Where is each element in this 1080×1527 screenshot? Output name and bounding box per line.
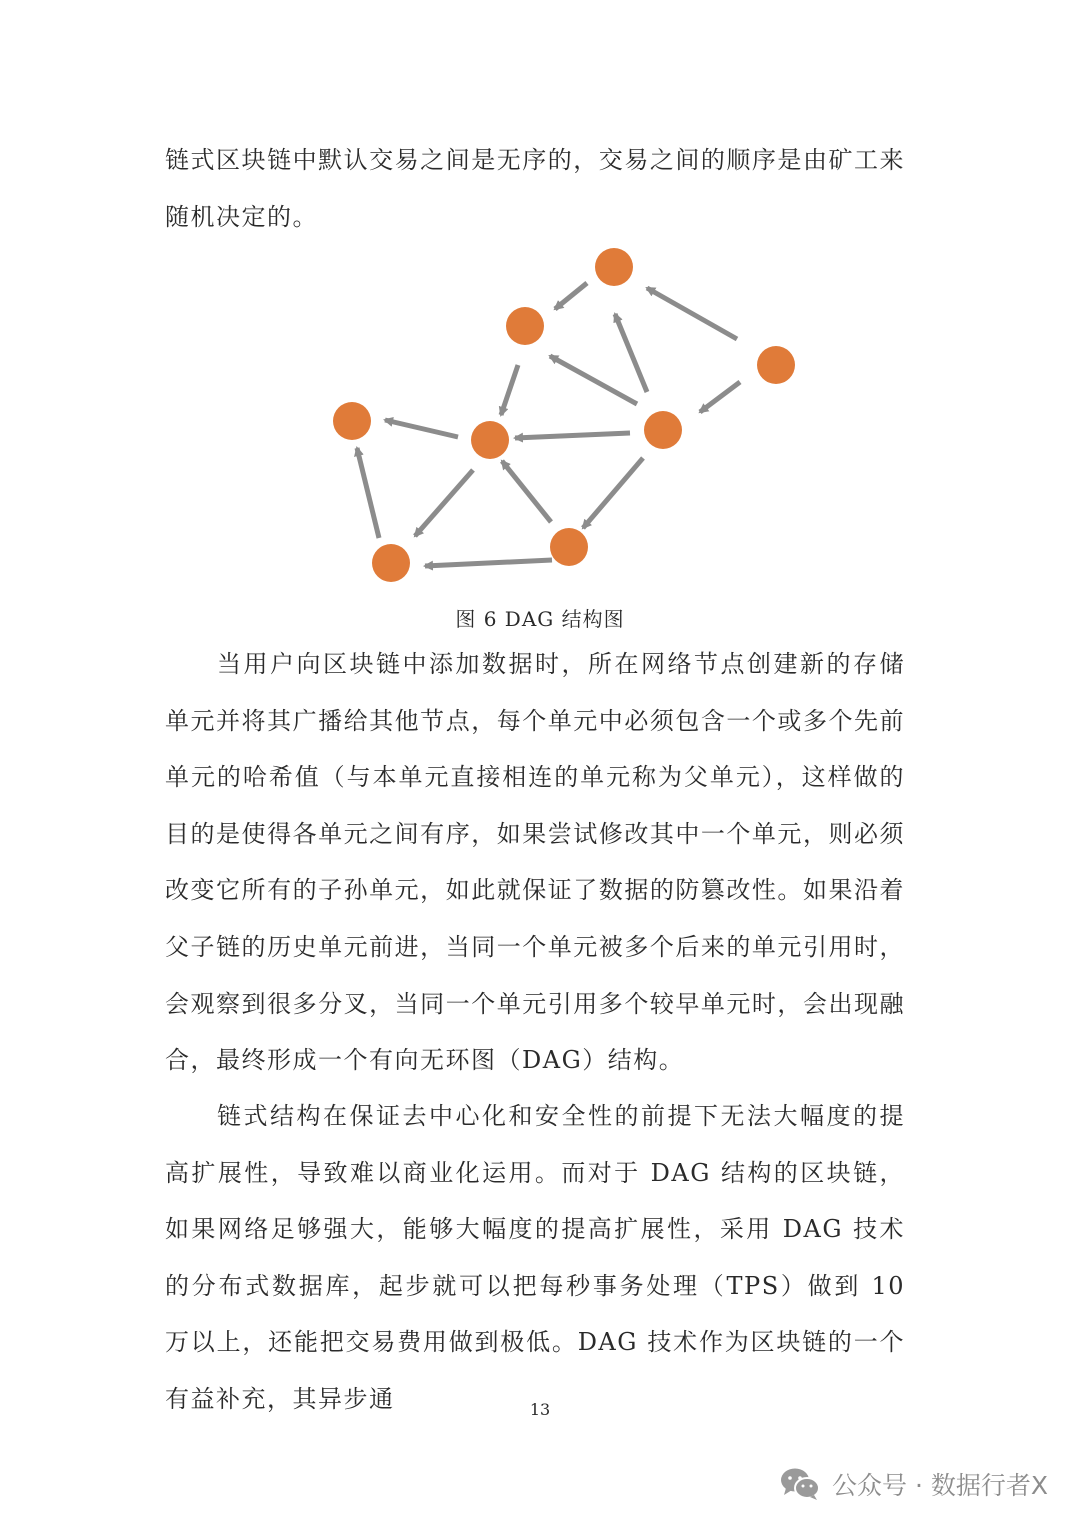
dag-edge [555, 283, 587, 309]
dag-edge [550, 356, 637, 404]
dag-node [372, 544, 410, 582]
dag-edge [583, 458, 643, 528]
paragraph-3: 链式结构在保证去中心化和安全性的前提下无法大幅度的提高扩展性，导致难以商业化运用。而对于 DAG 结构的区块链，如果网络足够强大，能够大幅度的提高扩展性，采用 DAG 技术的分布式数据库，起步就可以把每秒事务处理（TPS）做到 10 万以上，还能把交易费用做到极低。DAG 技术作为区块链的一个有益补充，其异步通 [165, 1102, 905, 1413]
dag-node [333, 402, 371, 440]
dag-node [506, 307, 544, 345]
dag-nodes [333, 248, 795, 582]
dag-edge [415, 470, 473, 536]
dag-edge [615, 314, 647, 392]
dag-edge [647, 288, 737, 339]
dag-edge [502, 461, 551, 522]
dag-node [644, 411, 682, 449]
dag-edge [700, 382, 740, 412]
dag-node [595, 248, 633, 286]
dag-diagram [325, 240, 805, 585]
dag-node [471, 421, 509, 459]
dag-edges [357, 283, 740, 566]
dag-edge [357, 448, 379, 538]
watermark [780, 1466, 1048, 1502]
dag-edge [501, 365, 518, 415]
page-number: 13 [529, 1400, 551, 1419]
watermark-text: 公众号 · 数据行者X [832, 1471, 1048, 1500]
dag-edge [425, 560, 552, 566]
dag-node [757, 346, 795, 384]
paragraph-1: 链式区块链中默认交易之间是无序的，交易之间的顺序是由矿工来随机决定的。 [165, 146, 905, 231]
wechat-icon [780, 1467, 820, 1501]
dag-node [550, 528, 588, 566]
dag-figure [325, 240, 805, 585]
dag-edge [385, 420, 458, 437]
dag-edge [515, 433, 630, 438]
paragraph-2: 当用户向区块链中添加数据时，所在网络节点创建新的存储单元并将其广播给其他节点，每个单元中必须包含一个或多个先前单元的哈希值（与本单元直接相连的单元称为父单元），这样做的目的是使得各单元之间有序，如果尝试修改其中一个单元，则必须改变它所有的子孙单元，如此就保证了数据的防篡改性。如果沿着父子链的历史单元前进，当同一个单元被多个后来的单元引用时，会观察到很多分叉，当同一个单元引用多个较早单元时，会出现融合，最终形成一个有向无环图（DAG）结构。 [165, 650, 905, 1075]
figure-caption: 图 6 DAG 结构图 [455, 607, 625, 631]
